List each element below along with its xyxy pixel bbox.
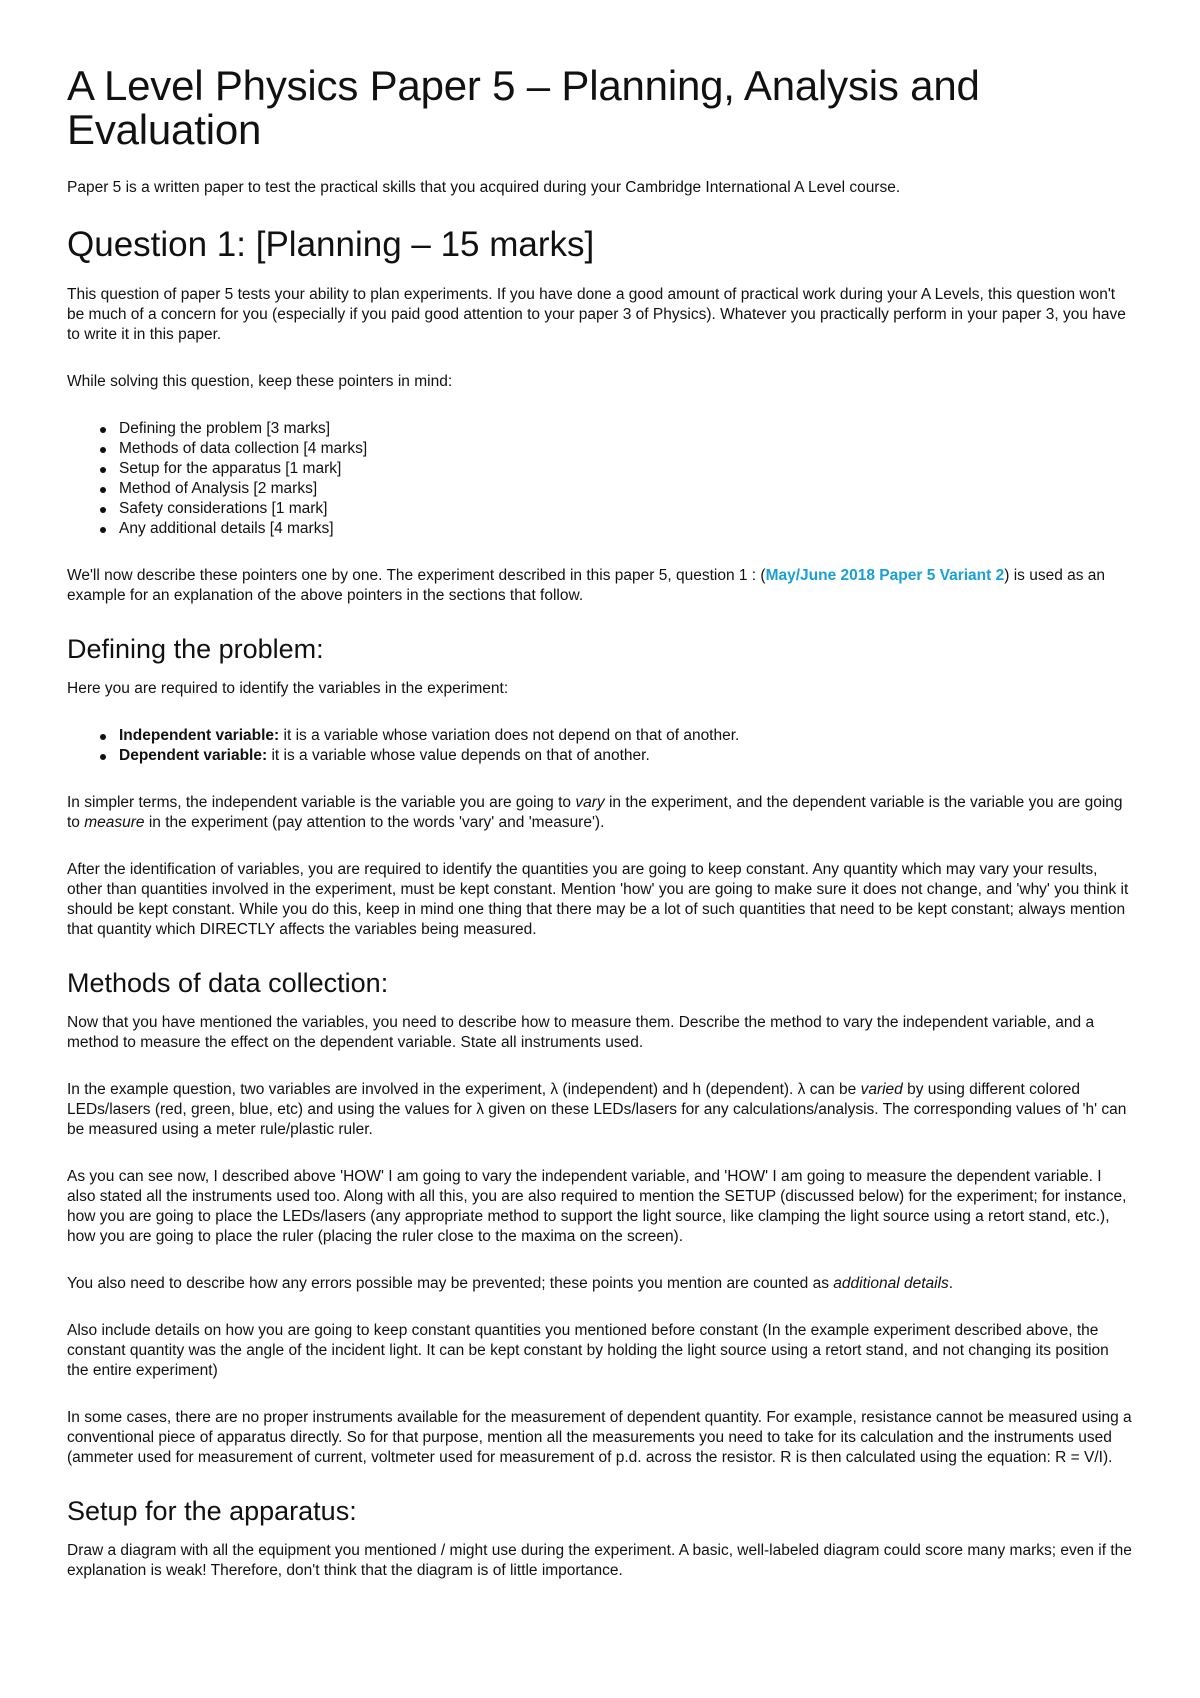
methods-paragraph-3: As you can see now, I described above 'HOW' I am going to vary the independent variable, and 'HOW' I am going to measure the dependent variable. I also stated all the instruments used too. Along with all this, you are also required to mention the SETUP (discussed below) for the experiment; for instance, how you are going to place the LEDs/lasers (any appropriate method to support the light source, like clamping the light source using a retort stand, etc.), how you are going to place the ruler (placing the ruler close to the maxima on the screen).: [67, 1168, 1127, 1245]
pointer-item: Methods of data collection [4 marks]: [119, 439, 1134, 459]
methods-paragraph-4: [67, 1274, 1134, 1294]
emphasis: additional details: [833, 1275, 949, 1292]
text-segment: You also need to describe how any errors possible may be prevented; these points you mention are counted as: [67, 1275, 834, 1292]
term-label: Dependent variable:: [119, 747, 268, 764]
text-segment: In the example question, two variables are involved in the experiment, λ (independent) and h (dependent). λ can be: [67, 1081, 861, 1098]
pointer-item: Method of Analysis [2 marks]: [119, 479, 1134, 499]
question-1-paragraph-3: [67, 566, 1134, 606]
text-segment: by using different colored LEDs/lasers (red, green, blue, etc) and using the values for λ given on these LEDs/lasers for any calculations/analysis. The corresponding values of 'h' can be measured using a meter rule/plastic ruler.: [67, 1081, 1127, 1138]
setup-paragraph-1: Draw a diagram with all the equipment you mentioned / might use during the experiment. A basic, well-labeled diagram could score many marks; even if the explanation is weak! Therefore, don't think that the diagram is of little importance.: [67, 1542, 1132, 1579]
methods-paragraph-1: Now that you have mentioned the variables, you need to describe how to measure them. Describe the method to vary the independent variable, and a method to measure the effect on the dependent variable. State all instruments used.: [67, 1014, 1095, 1051]
defining-paragraph-1: Here you are required to identify the variables in the experiment:: [67, 680, 509, 697]
emphasis: varied: [860, 1081, 903, 1098]
text-segment: in the experiment, and the dependent variable is the variable you are going to: [67, 794, 1123, 831]
text-segment: ) is used as an example for an explanation of the above pointers in the sections that follow.: [67, 567, 1106, 604]
defining-problem-heading: Defining the problem:: [67, 634, 324, 664]
term-definition: it is a variable whose value depends on that of another.: [267, 747, 650, 764]
term-definition: it is a variable whose variation does not depend on that of another.: [279, 727, 740, 744]
text-segment: In simpler terms, the independent variable is the variable you are going to: [67, 794, 576, 811]
text-segment: .: [948, 1275, 954, 1292]
text-segment: We'll now describe these pointers one by one. The experiment described in this paper 5, question 1 : (: [67, 567, 766, 584]
intro-paragraph: Paper 5 is a written paper to test the practical skills that you acquired during your Cambridge International A Level course.: [67, 179, 901, 196]
question-1-heading: Question 1: [Planning – 15 marks]: [67, 225, 595, 264]
term-label: Independent variable:: [119, 727, 280, 744]
pointer-item: Defining the problem [3 marks]: [119, 419, 1134, 439]
question-1-paragraph-1: This question of paper 5 tests your ability to plan experiments. If you have done a good amount of practical work during your A Levels, this question won't be much of a concern for you (especially if you paid good attention to your paper 3 of Physics). Whatever you practically perform in your paper 3, you have to write it in this paper.: [67, 286, 1126, 343]
setup-heading: Setup for the apparatus:: [67, 1496, 357, 1526]
text-segment: in the experiment (pay attention to the words 'vary' and 'measure').: [144, 814, 605, 831]
dependent-variable-item: [119, 746, 1134, 766]
pointers-list: [67, 419, 1134, 539]
question-1-paragraph-2: While solving this question, keep these pointers in mind:: [67, 373, 453, 390]
pointer-item: Any additional details [4 marks]: [119, 519, 1134, 539]
paper-reference-link[interactable]: May/June 2018 Paper 5 Variant 2: [765, 567, 1005, 584]
methods-paragraph-6: In some cases, there are no proper instruments available for the measurement of dependent quantity. For example, resistance cannot be measured using a conventional piece of apparatus directly. So for that purpose, mention all the measurements you need to take for its calculation and the instruments used (ammeter used for measurement of current, voltmeter used for measurement of p.d. across the resistor. R is then calculated using the equation: R = V/I).: [67, 1409, 1132, 1466]
emphasis: vary: [575, 794, 605, 811]
methods-paragraph-2: [67, 1080, 1134, 1140]
variables-list: [67, 726, 1134, 766]
page-title: A Level Physics Paper 5 – Planning, Analysis and Evaluation: [67, 62, 980, 153]
independent-variable-item: [119, 726, 1134, 746]
defining-paragraph-2: [67, 793, 1134, 833]
methods-heading: Methods of data collection:: [67, 968, 389, 998]
emphasis: measure: [84, 814, 145, 831]
pointer-item: Setup for the apparatus [1 mark]: [119, 459, 1134, 479]
defining-paragraph-3: After the identification of variables, you are required to identify the quantities you are going to keep constant. Any quantity which may vary your results, other than quantities involved in the experiment, must be kept constant. Mention 'how' you are going to make sure it does not change, and 'why' you think it should be kept constant. While you do this, keep in mind one thing that there may be a lot of such quantities that need to be kept constant; always mention that quantity which DIRECTLY affects the variables being measured.: [67, 861, 1129, 938]
pointer-item: Safety considerations [1 mark]: [119, 499, 1134, 519]
methods-paragraph-5: Also include details on how you are going to keep constant quantities you mentioned before constant (In the example experiment described above, the constant quantity was the angle of the incident light. It can be kept constant by holding the light source using a retort stand, and not changing its position the entire experiment): [67, 1322, 1109, 1379]
